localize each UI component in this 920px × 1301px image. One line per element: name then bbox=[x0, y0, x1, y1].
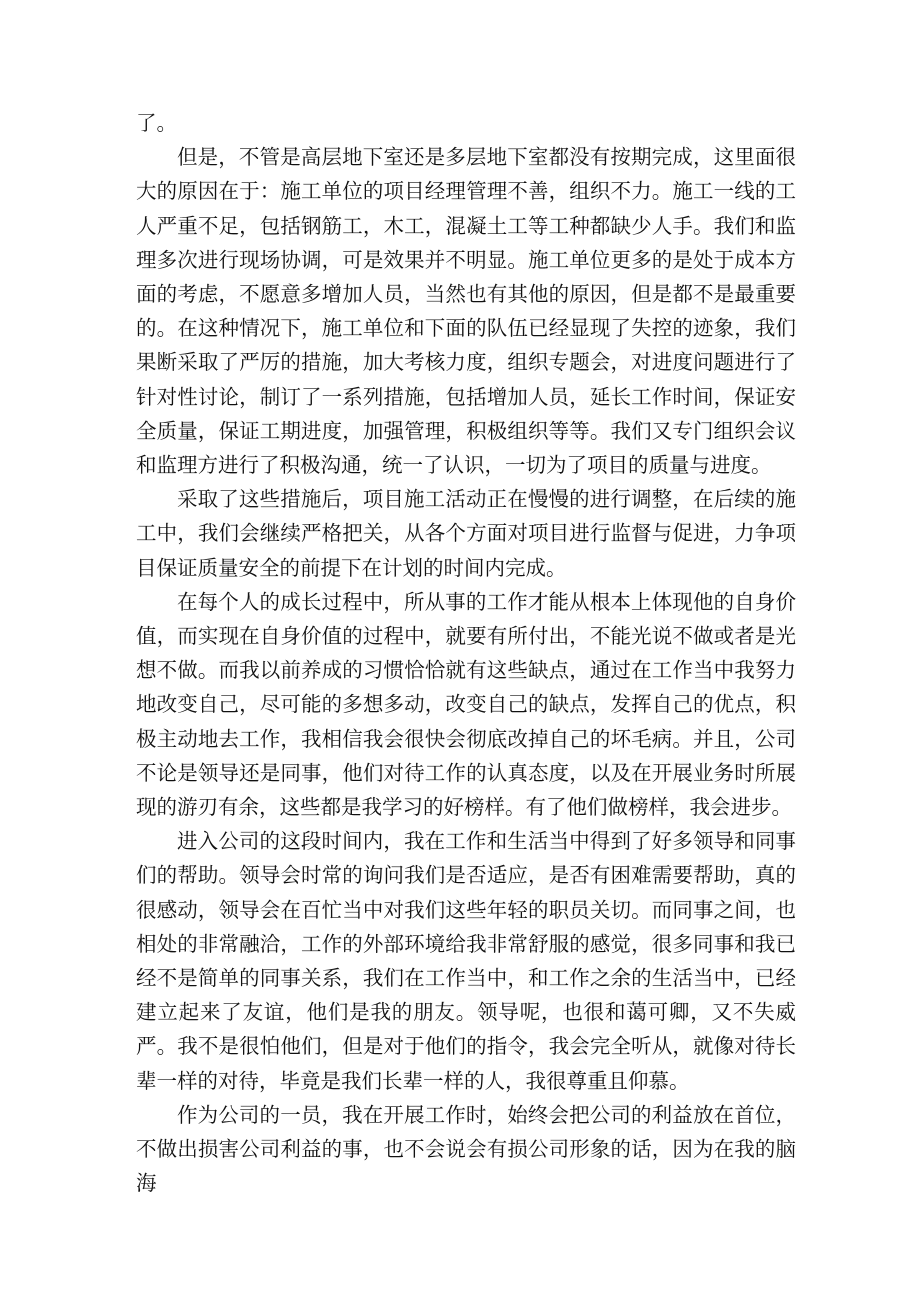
paragraph-personal-growth: 在每个人的成长过程中，所从事的工作才能从根本上体现他的自身价值，而实现在自身价值的过程中，就要有所付出，不能光说不做或者是光想不做。而我以前养成的习惯恰恰就有这些缺点，通过在工作当中我努力地改变自己，尽可能的多想多动，改变自己的缺点，发挥自己的优点，积极主动地去工作，我相信我会很快会彻底改掉自己的坏毛病。并且，公司不论是领导还是同事，他们对待工作的认真态度，以及在开展业务时所展现的游刃有余，这些都是我学习的好榜样。有了他们做榜样，我会进步。 bbox=[136, 589, 796, 820]
paragraph-colleagues-help: 进入公司的这段时间内，我在工作和生活当中得到了好多领导和同事们的帮助。领导会时常的询问我们是否适应，是否有困难需要帮助，真的很感动，领导会在百忙当中对我们这些年轻的职员关切。而同事之间，也相处的非常融洽，工作的外部环境给我非常舒服的感觉，很多同事和我已经不是简单的同事关系，我们在工作当中，和工作之余的生活当中，已经建立起来了友谊，他们是我的朋友。领导呢，也很和蔼可卿，又不失威严。我不是很怕他们，但是对于他们的指令，我会完全听从，就像对待长辈一样的对待，毕竟是我们长辈一样的人，我很尊重且仰慕。 bbox=[136, 829, 796, 1093]
paragraph-company-interest: 作为公司的一员，我在开展工作时，始终会把公司的利益放在首位，不做出损害公司利益的事，也不会说会有损公司形象的话，因为在我的脑海 bbox=[136, 1102, 796, 1196]
paragraph-continuation: 了。 bbox=[136, 111, 177, 135]
paragraph-measures-result: 采取了这些措施后，项目施工活动正在慢慢的进行调整，在后续的施工中，我们会继续严格把关，从各个方面对项目进行监督与促进，力争项目保证质量安全的前提下在计划的时间内完成。 bbox=[136, 487, 796, 580]
document-page bbox=[136, 106, 796, 1201]
paragraph-schedule-delay: 但是，不管是高层地下室还是多层地下室都没有按期完成，这里面很大的原因在于：施工单位的项目经理管理不善，组织不力。施工一线的工人严重不足，包括钢筋工，木工，混凝土工等工种都缺少人手。我们和监理多次进行现场协调，可是效果并不明显。施工单位更多的是处于成本方面的考虑，不愿意多增加人员，当然也有其他的原因，但是都不是最重要的。在这种情况下，施工单位和下面的队伍已经显现了失控的迹象，我们果断采取了严厉的措施，加大考核力度，组织专题会，对进度问题进行了针对性讨论，制订了一系列措施，包括增加人员，延长工作时间，保证安全质量，保证工期进度，加强管理，积极组织等等。我们又专门组织会议和监理方进行了积极沟通，统一了认识，一切为了项目的质量与进度。 bbox=[136, 145, 796, 478]
